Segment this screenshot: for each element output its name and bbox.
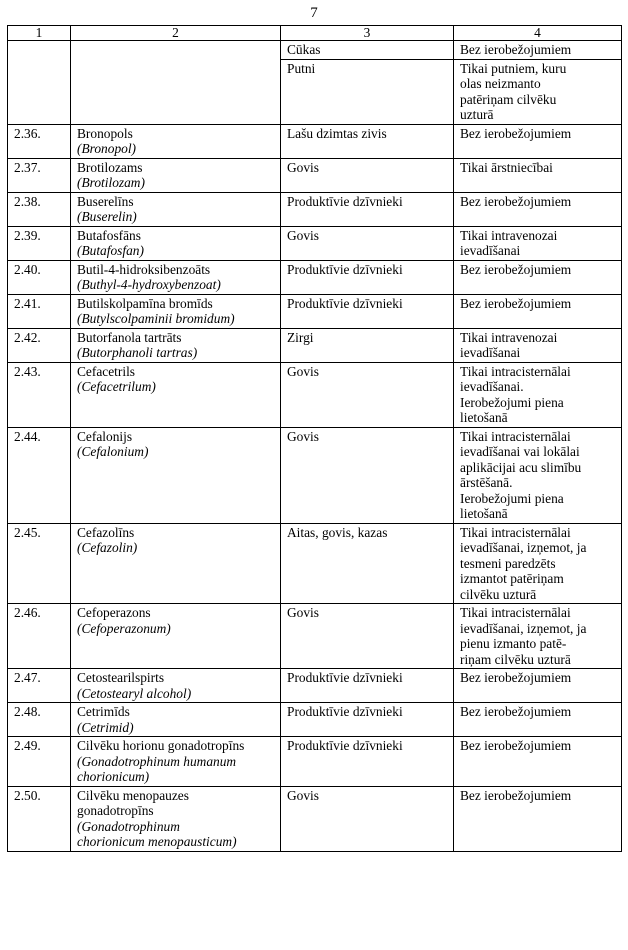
conditions-text: Tikai intracisternālai ievadīšanai. Ierobežojumi piena lietošanā (460, 363, 571, 425)
table-row (8, 192, 622, 226)
substance-name: Cetostearilspirts (77, 670, 165, 685)
table-row (8, 703, 622, 737)
substance-latin-name: (Cefazolin) (77, 540, 138, 555)
conditions-cell (454, 523, 622, 604)
substance-cell (71, 328, 281, 362)
substance-cell (71, 669, 281, 703)
substance-cell (71, 427, 281, 523)
table-row (8, 226, 622, 260)
substance-latin-name: (Cetrimid) (77, 719, 134, 735)
species-cell (281, 604, 454, 669)
substance-cell (71, 260, 281, 294)
substance-cell (71, 192, 281, 226)
substance-name: Butilskolpamīna bromīds (77, 295, 213, 311)
table-row (8, 41, 622, 125)
species-cell (281, 158, 454, 192)
conditions-cell (454, 124, 622, 158)
species-cell (281, 192, 454, 226)
species-cell (281, 703, 454, 737)
row-number: 2.46. (8, 604, 71, 669)
conditions-text: Tikai intracisternālai ievadīšanai vai lokālai aplikācijai acu slimību ārstēšanā. Ierobežojumi piena lietošanā (460, 428, 582, 521)
substance-name: Cefazolīns (77, 524, 135, 540)
table-row (8, 786, 622, 851)
species-text: Govis (287, 159, 319, 175)
substance-name: Butorfanola tartrāts (77, 329, 182, 345)
species-text: Produktīvie dzīvnieki (287, 704, 403, 719)
substance-latin-name: (Bronopol) (77, 141, 137, 156)
table-row (8, 523, 622, 604)
table-row (8, 124, 622, 158)
row-number: 2.36. (8, 124, 71, 158)
row-number (8, 41, 71, 125)
column-header-1: 1 (8, 26, 71, 41)
substance-name: Buserelīns (77, 193, 134, 209)
substance-name: Butafosfāns (77, 227, 141, 243)
species-text: Produktīvie dzīvnieki (287, 738, 403, 753)
substance-latin-name: (Gonadotrophinum chorionicum menopausticum) (77, 818, 237, 849)
conditions-cell (454, 427, 622, 523)
conditions-text: Tikai intracisternālai ievadīšanai, izņemot, ja tesmeni paredzēts izmantot patēriņam cilvēku uzturā (460, 524, 587, 602)
conditions-text: Bez ierobežojumiem (460, 42, 572, 57)
conditions-cell (454, 260, 622, 294)
conditions-cell (454, 192, 622, 226)
species-cell (281, 294, 454, 328)
table-row (8, 427, 622, 523)
table-row (8, 362, 622, 427)
species-text: Govis (287, 605, 319, 620)
species-text: Cūkas (287, 42, 321, 57)
substance-latin-name: (Cetostearyl alcohol) (77, 685, 192, 701)
substance-cell (71, 41, 281, 125)
species-cell (281, 669, 454, 703)
substance-name: Cefoperazons (77, 605, 151, 620)
row-number: 2.49. (8, 737, 71, 787)
species-text: Lašu dzimtas zivis (287, 125, 387, 141)
column-header-2: 2 (71, 26, 281, 41)
species-cell (281, 328, 454, 362)
conditions-text: Bez ierobežojumiem (460, 193, 572, 209)
substance-name: Cefalonijs (77, 428, 133, 444)
species-text: Produktīvie dzīvnieki (287, 261, 403, 277)
substance-table (7, 25, 622, 852)
column-header-3: 3 (281, 26, 454, 41)
species-cell (281, 41, 454, 125)
conditions-text: Bez ierobežojumiem (460, 704, 572, 719)
conditions-text: Bez ierobežojumiem (460, 787, 572, 803)
species-cell (281, 226, 454, 260)
species-text: Govis (287, 227, 319, 243)
conditions-cell (454, 669, 622, 703)
substance-latin-name: (Butylscolpaminii bromidum) (77, 311, 235, 326)
conditions-cell (454, 158, 622, 192)
table-row (8, 604, 622, 669)
species-text: Govis (287, 428, 319, 444)
conditions-cell (454, 604, 622, 669)
substance-latin-name: (Gonadotrophinum humanum chorionicum) (77, 753, 237, 784)
substance-cell (71, 604, 281, 669)
substance-latin-name: (Buserelin) (77, 209, 137, 224)
substance-latin-name: (Buthyl-4-hydroxybenzoat) (77, 277, 221, 292)
conditions-cell (454, 703, 622, 737)
substance-latin-name: (Brotilozam) (77, 175, 145, 190)
column-header-4: 4 (454, 26, 622, 41)
conditions-text: Tikai intravenozai ievadīšanai (460, 329, 558, 360)
substance-latin-name: (Cefalonium) (77, 444, 149, 459)
row-number: 2.38. (8, 192, 71, 226)
species-cell (281, 260, 454, 294)
species-cell (281, 427, 454, 523)
row-number: 2.48. (8, 703, 71, 737)
substance-name: Cilvēku menopauzes gonadotropīns (77, 787, 189, 818)
conditions-cell (454, 41, 622, 125)
substance-cell (71, 226, 281, 260)
substance-name: Cilvēku horionu gonadotropīns (77, 738, 245, 753)
row-number: 2.43. (8, 362, 71, 427)
conditions-cell (454, 362, 622, 427)
row-number: 2.40. (8, 260, 71, 294)
conditions-text: Tikai ārstniecībai (460, 159, 553, 175)
species-text: Putni (281, 59, 453, 77)
row-number: 2.37. (8, 158, 71, 192)
substance-name: Bronopols (77, 125, 133, 141)
species-text: Produktīvie dzīvnieki (287, 193, 403, 209)
table-row (8, 737, 622, 787)
species-text: Zirgi (287, 329, 314, 345)
conditions-cell (454, 786, 622, 851)
species-text: Aitas, govis, kazas (287, 524, 388, 540)
substance-cell (71, 523, 281, 604)
substance-name: Butil-4-hidroksibenzoāts (77, 261, 211, 277)
table-row (8, 158, 622, 192)
table-header-row (8, 26, 622, 41)
table-row (8, 260, 622, 294)
table-row (8, 669, 622, 703)
substance-name: Brotilozams (77, 159, 143, 175)
conditions-text: Bez ierobežojumiem (460, 125, 572, 141)
conditions-text: Tikai putniem, kuru olas neizmanto patēriņam cilvēku uzturā (454, 59, 621, 123)
conditions-cell (454, 737, 622, 787)
row-number: 2.41. (8, 294, 71, 328)
conditions-text: Tikai intravenozai ievadīšanai (460, 227, 558, 258)
row-number: 2.50. (8, 786, 71, 851)
conditions-text: Bez ierobežojumiem (460, 261, 572, 277)
table-row (8, 328, 622, 362)
conditions-cell (454, 328, 622, 362)
row-number: 2.45. (8, 523, 71, 604)
substance-cell (71, 703, 281, 737)
species-text: Produktīvie dzīvnieki (287, 295, 403, 311)
substance-latin-name: (Cefoperazonum) (77, 620, 171, 636)
page-number: 7 (310, 5, 318, 21)
substance-latin-name: (Butorphanoli tartras) (77, 345, 198, 360)
substance-latin-name: (Butafosfan) (77, 243, 144, 258)
substance-name: Cefacetrils (77, 363, 135, 379)
species-cell (281, 124, 454, 158)
conditions-text: Bez ierobežojumiem (460, 670, 572, 685)
species-text: Govis (287, 363, 319, 379)
conditions-cell (454, 226, 622, 260)
substance-latin-name: (Cefacetrilum) (77, 379, 156, 394)
row-number: 2.42. (8, 328, 71, 362)
substance-cell (71, 362, 281, 427)
substance-name: Cetrimīds (77, 704, 130, 719)
table-body (8, 41, 622, 852)
species-text: Produktīvie dzīvnieki (287, 670, 403, 685)
substance-cell (71, 158, 281, 192)
row-number: 2.47. (8, 669, 71, 703)
row-number: 2.44. (8, 427, 71, 523)
species-text: Govis (287, 787, 319, 803)
species-cell (281, 786, 454, 851)
species-cell (281, 737, 454, 787)
row-number: 2.39. (8, 226, 71, 260)
table-row (8, 294, 622, 328)
substance-cell (71, 786, 281, 851)
substance-cell (71, 737, 281, 787)
substance-cell (71, 124, 281, 158)
substance-cell (71, 294, 281, 328)
conditions-text: Bez ierobežojumiem (460, 295, 572, 311)
species-cell (281, 362, 454, 427)
conditions-cell (454, 294, 622, 328)
conditions-text: Tikai intracisternālai ievadīšanai, izņemot, ja pienu izmanto patē- riņam cilvēku uzturā (460, 605, 587, 667)
conditions-text: Bez ierobežojumiem (460, 738, 572, 753)
species-cell (281, 523, 454, 604)
